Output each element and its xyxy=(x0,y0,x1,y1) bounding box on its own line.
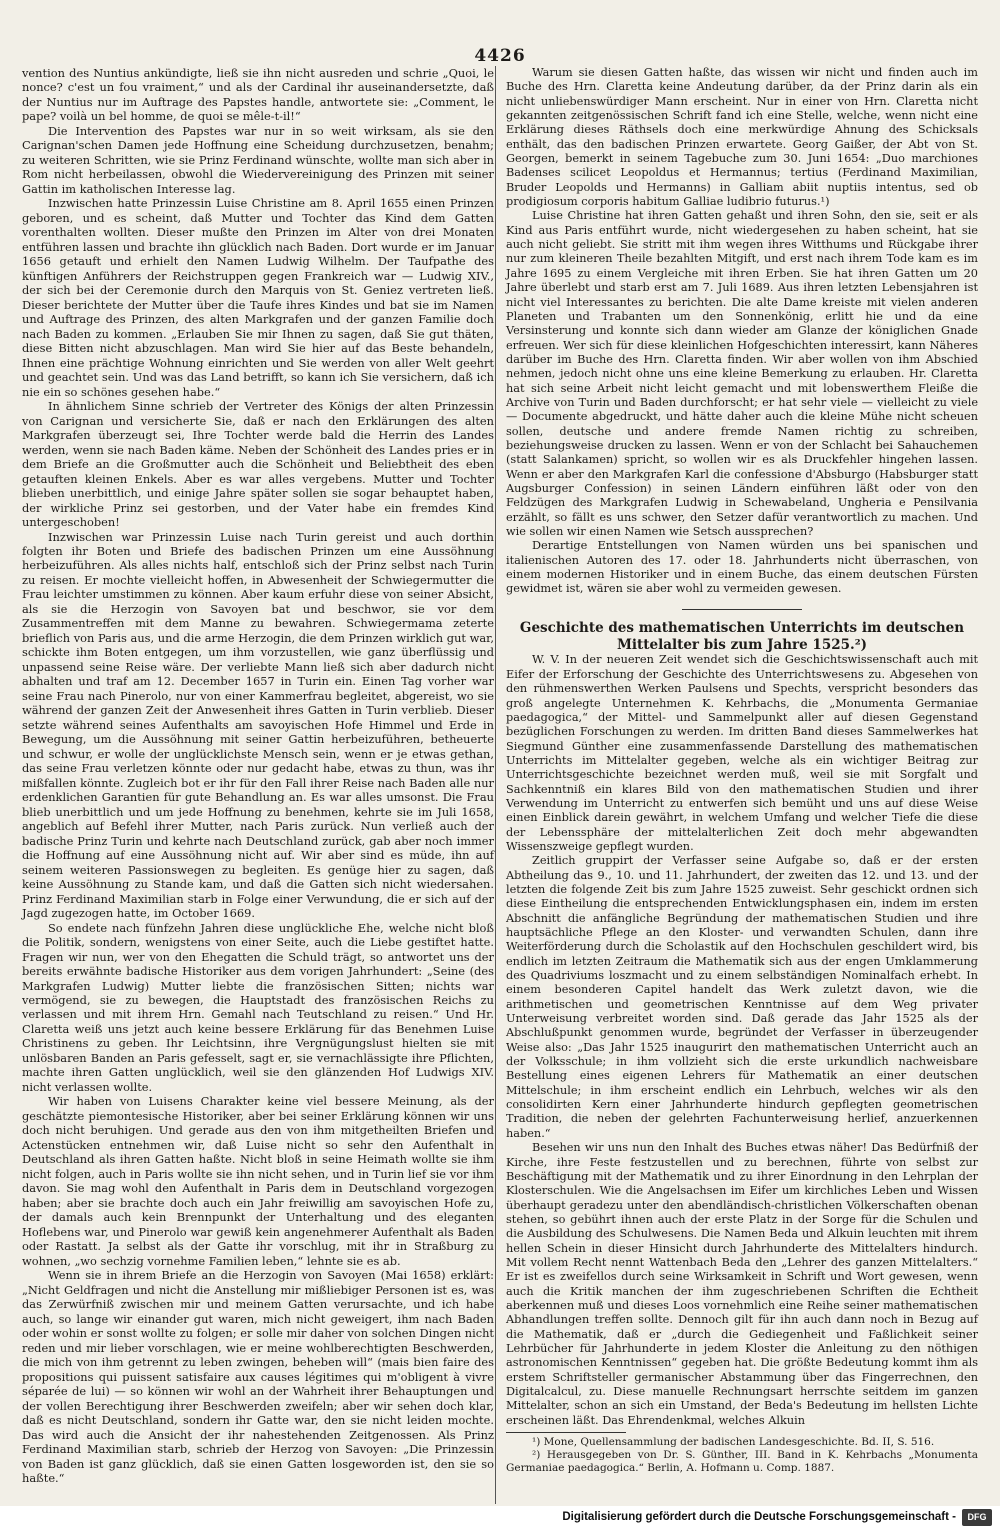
article-paragraph-3: Besehen wir uns nun den Inhalt des Buches etwas näher! Das Bedürfniß der Kirche, ihre Feste festzustellen und zu berechnen, führte von selbst zur Beschäftigung mit der Mathematik und zu ihrer Einordnung in den Lehrplan der Klosterschulen. Wie die Angelsachsen im Eifer um kirchliches Leben und Wissen überhaupt geradezu unter den abendländisch-christlichen Völkerschaften obenan stehen, so gebührt ihnen auch der erste Platz in der Sorge für die Schulen und die Ausbildung des Schulwesens. Die Namen Beda und Alkuin leuchten mit ihrem hellen Schein in dieser Hinsicht durch Jahrhunderte des Mittelalters hindurch. Mit vollem Recht nennt Wattenbach Beda den „Lehrer des ganzen Mittelalters.“ Er ist es zweifellos durch seine Wirksamkeit in Schrift und Wort gewesen, wenn auch die Kritik manchen der ihm zugeschriebenen Schriften die Echtheit aberkennen muß und dieses Loos vornehmlich eine Reihe seiner mathematischen Abhandlungen treffen sollte. Dennoch gilt für ihn auch dann noch in Bezug auf die Mathematik, daß er „durch die Gediegenheit und Faßlichkeit seiner Lehrbücher für Jahrhunderte in jedem Kloster die Anleitung zu den nöthigen astronomischen Kenntnissen“ gegeben hat. Die größte Bedeutung kommt ihm als erstem Schriftsteller germanischer Abstammung über das Fingerrechnen, den Digitalcalcul, zu. Diese manuelle Rechnungsart herrschte seitdem im ganzen Mittelalter, schon an sich ein Umstand, der Beda's Bedeutung im hellsten Lichte erscheinen läßt. Das Ehrendenkmal, welches Alkuin xyxy=(506,1141,978,1427)
footer-credit: Digitalisierung gefördert durch die Deutsche Forschungsgemeinschaft - xyxy=(562,1511,956,1523)
right-paragraph-2: Luise Christine hat ihren Gatten gehaßt und ihren Sohn, den sie, seit er als Kind aus Paris entführt wurde, nicht wiedergesehen zu haben scheint, hat sie auch nicht geliebt. Sie stritt mit ihm wegen ihres Witthums und Rückgabe ihrer nur zum kleineren Theile bezahlten Mitgift, und erst nach ihrem Tode kam es im Jahre 1695 zu einem Vergleiche mit ihren Erben. Sie hat ihren Gatten um 20 Jahre überlebt und starb erst am 7. Juli 1689. Aus ihren letzten Lebensjahren ist nicht viel Interessantes zu berichten. Die alte Dame kreiste mit vielen anderen Planeten und Trabanten um den Sonnenkönig, erlitt hie und da eine Versinsterung und konnte sich dann wieder am Glanze der königlichen Gnade erfreuen. Wer sich für diese kleinlichen Hofgeschichten interessirt, kann Näheres darüber im Buche des Hrn. Claretta finden. Wir aber wollen von ihm Abschied nehmen, jedoch nicht ohne uns eine kleine Bemerkung zu erlauben. Hr. Claretta hat sich seine Arbeit nicht leicht gemacht und mit lobenswerthem Fleiße die Archive von Turin und Baden durchforscht; er hat sehr viele — vielleicht zu viele — Documente abgedruckt, und hätte daher auch die kleine Mühe nicht scheuen sollen, deutsche und andere fremde Namen richtig zu schreiben, beziehungsweise drucken zu lassen. Wenn er von der Schlacht bei Sahauchemen (statt Salankamen) spricht, so wollen wir es als Druckfehler hingehen lassen. Wenn er aber den Markgrafen Karl die confessione d'Absburgo (Habsburger statt Augsburger Confession) in seinen Ländern einführen läßt oder von den Feldzügen des Markgrafen Ludwig in Schewabeland, Ungheria e Pensilvania erzählt, so fällt es uns schwer, den Setzer dafür verantwortlich zu machen. Und wie sollen wir einen Namen wie Setsch aussprechen? xyxy=(506,209,978,538)
right-paragraph-3: Derartige Entstellungen von Namen würden uns bei spanischen und italienischen Autoren des 17. oder 18. Jahrhunderts nicht überraschen, von einem modernen Historiker und in einem Buche, das einem deutschen Fürsten gewidmet ist, wären sie aber wohl zu vermeiden gewesen. xyxy=(506,539,978,596)
column-divider xyxy=(495,66,496,1504)
footnote-rule xyxy=(506,1432,626,1433)
left-column xyxy=(22,66,494,1485)
article-paragraph-2: Zeitlich gruppirt der Verfasser seine Aufgabe so, daß er der ersten Abtheilung das 9., 10. und 11. Jahrhundert, der zweiten das 12. und 13. und der letzten die folgende Zeit bis zum Jahre 1525 zuweist. Sehr geschickt ordnen sich diese Eintheilung die entsprechenden Entwicklungsphasen ein, indem im ersten Abschnitt die anfängliche Begründung der mathematischen Studien und ihre hauptsächliche Pflege an den Kloster- und verwandten Schulen, dann ihre Weiterförderung durch die Scholastik auf den Hochschulen geschildert wird, bis endlich im letzten Zeitraum die Mathematik sich aus der engen Umklammerung des Quadriviums loszmacht und zu einem selbständigen Nominalfach erhebt. In einem besonderen Capitel handelt das Werk zuletzt davon, wie die arithmetischen und geometrischen Kenntnisse auf dem Weg privater Unterweisung verbreitet worden sind. Daß gerade das Jahr 1525 als der Abschlußpunkt genommen wurde, begründet der Verfasser in überzeugender Weise also: „Das Jahr 1525 inaugurirt den mathematischen Unterricht auch an der Volksschule; in ihm vollzieht sich die erste urkundlich nachweisbare Bestellung eines eigenen Lehrers für Mathematik an einer deutschen Mittelschule; in ihm erscheint endlich ein Lehrbuch, welches wir als den consolidirten Kern einer Jahrhunderte hindurch gepflegten geometrischen Tradition, die neben der gelehrten Fachunterweisung herlief, anzuerkennen haben.“ xyxy=(506,854,978,1140)
right-paragraph-1: Warum sie diesen Gatten haßte, das wissen wir nicht und finden auch im Buche des Hrn. Claretta keine Andeutung darüber, da der Prinz darin als ein nicht unliebenswürdiger Mann erscheint. Nur in einer von Hrn. Claretta nicht gekannten zeitgenössischen Schrift fand ich eine Stelle, welche, wenn nicht eine Erklärung dieses Räthsels doch eine merkwürdige Ahnung des Schicksals enthält, das den badischen Prinzen erwartete. Georg Gaißer, der Abt von St. Georgen, bemerkt in seinem Tagebuche zum 30. Juni 1654: „Duo marchiones Badenses scilicet Leopoldus et Hermannus; tertius (Ferdinand Maximilian, Bruder Leopolds und Hermanns) in Galliam abiit nuptiis intentus, sed ob prodigiosum corporis habitum Galliae ludibrio futurus.¹) xyxy=(506,66,978,209)
left-paragraph-8: Wenn sie in ihrem Briefe an die Herzogin von Savoyen (Mai 1658) erklärt: „Nicht Geldfragen und nicht die Anstellung mir mißliebiger Personen ist es, was das Zerwürfniß zwischen mir und meinem Gatten verursachte, und ich habe auch, so lange wir einander gut waren, mich nicht geweigert, ihm nach Baden oder wohin er sonst wollte zu folgen; er solle mir daher von solchen Dingen nicht reden und mir lieber vorschlagen, wie er meine wohlberechtigten Beschwerden, die mich von ihm getrennt zu leben zwingen, beheben will“ (mais bien faire des propositions qui puissent satisfaire aux causes légitimes qui m'obligent à vivre séparée de lui) — so können wir wohl an der Wahrheit ihrer Behauptungen und der vollen Berechtigung ihrer Beschwerden zweifeln; aber wir sehen doch klar, daß es nicht Deutschland, sondern ihr Gatte war, den sie nicht leiden mochte. Das wird auch die Ansicht der ihr nahestehenden Zeitgenossen. Als Prinz Ferdinand Maximilian starb, schrieb der Herzog von Savoyen: „Die Prinzessin von Baden ist ganz glücklich, daß sie einen Gatten losgeworden ist, den sie so haßte.“ xyxy=(22,1268,494,1485)
left-paragraph-1: vention des Nuntius ankündigte, ließ sie ihn nicht ausreden und schrie „Quoi, le nonce? c'est un fou vraiment,“ und als der Cardinal ihr auseinandersetzte, daß der Nuntius nur im Auftrage des Papstes handle, antwortete sie: „Comment, le pape? voilà un bel homme, de quoi se mêle-t-il!“ xyxy=(22,66,494,124)
footnote-2: ²) Herausgegeben von Dr. S. Günther, III. Band in K. Kehrbachs „Monumenta Germaniae paedagogica.“ Berlin, A. Hofmann u. Comp. 1887. xyxy=(506,1449,978,1475)
footnote-1: ¹) Mone, Quellensammlung der badischen Landesgeschichte. Bd. II, S. 516. xyxy=(532,1436,935,1449)
left-paragraph-6: So endete nach fünfzehn Jahren diese unglückliche Ehe, welche nicht bloß die Politik, sondern, wenigstens von einer Seite, auch die Liebe gestiftet hatte. Fragen wir nun, wer von den Ehegatten die Schuld trägt, so antwortet uns der bereits erwähnte badische Historiker aus dem vorigen Jahrhundert: „Seine (des Markgrafen Ludwig) Mutter liebte die französischen Sitten; nichts war vermögend, sie zu bewegen, die Hauptstadt des französischen Reichs zu verlassen und mit ihrem Hrn. Gemahl nach Teutschland zu reisen.“ Und Hr. Claretta weiß uns jetzt auch keine bessere Erklärung für das Benehmen Luise Christinens zu geben. Ihr Leichtsinn, ihre Vergnügungslust hielten sie mit unlösbaren Banden an Paris gefesselt, sagt er, sie vernachlässigte ihre Pflichten, machte ihren Gatten unglücklich, weil sie den glänzenden Hof Ludwigs XIV. nicht verlassen wollte. xyxy=(22,920,494,1094)
left-paragraph-5: Inzwischen war Prinzessin Luise nach Turin gereist und auch dorthin folgten ihr Boten und Briefe des badischen Prinzen um eine Aussöhnung herbeizuführen. Als alles nichts half, entschloß sich der Prinz selbst nach Turin zu reisen. Er mochte vielleicht hoffen, in Abwesenheit der Schwiegermutter die Frau leichter umstimmen zu können. Aber kaum erfuhr diese von seiner Absicht, als sie die Herzogin von Savoyen bat und beschwor, sie vor dem Zusammentreffen mit dem Manne zu bewahren. Schwiegermama zeterte brieflich von Paris aus, und die arme Herzogin, die dem Prinzen wirklich gut war, schickte ihm Boten entgegen, um ihm vorzustellen, wie ganz überflüssig und unpassend seine Reise wäre. Der verliebte Mann ließ sich aber dadurch nicht abhalten und traf am 12. December 1657 in Turin ein. Einen Tag vorher war seine Frau nach Pinerolo, nur von einer Kammerfrau begleitet, abgereist, wo sie während der ganzen Zeit der Anwesenheit ihres Gatten in Turin verblieb. Dieser setzte während seines Aufenthalts am savoyischen Hofe Himmel und Erde in Bewegung, um die Aussöhnung mit seiner Gattin herbeizuführen, betheuerte und schwur, er wolle der unglücklichste Mensch sein, wenn er je etwas gethan, das seine Frau verletzen könnte oder nur gedacht habe, etwas zu thun, was ihr mißfallen könnte. Zugleich bot er ihr für den Fall ihrer Reise nach Baden alle nur erdenklichen Garantien für gute Behandlung an. Es war alles umsonst. Die Frau blieb unerbittlich und um jede Hoffnung zu benehmen, kehrte sie im Juli 1658, angeblich auf Befehl ihrer Mutter, nach Paris zurück. Nun verließ auch der badische Prinz Turin und kehrte nach Deutschland zurück, gab aber noch immer die Hoffnung auf eine Aussöhnung nicht auf. Wir aber sind es müde, ihn auf seinem weiteren Passionswegen zu begleiten. Es genüge hier zu sagen, daß keine Aussöhnung zu Stande kam, und daß die Gatten sich nicht wiedersahen. Prinz Ferdinand Maximilian starb in Folge einer Verwundung, die er sich auf der Jagd zugezogen hatte, im October 1669. xyxy=(22,529,494,921)
right-column xyxy=(506,66,978,1475)
digitization-footer xyxy=(0,1506,1000,1530)
page-number: 4426 xyxy=(474,46,526,66)
left-paragraph-4: In ähnlichem Sinne schrieb der Vertreter des Königs der alten Prinzessin von Carignan und versicherte Sie, daß er nach den Erklärungen des alten Markgrafen überzeugt sei, Ihre Tochter werde bald die Herrin des Landes werden, wenn sie nach Baden käme. Neben der Schönheit des Landes pries er in dem Briefe an die Großmutter auch die Schönheit und Beliebtheit des eben getauften kleinen Enkels. Aber es war alles vergebens. Mutter und Tochter blieben unerbittlich, und einige Jahre später sollen sie sogar behauptet haben, der wirkliche Prinz sei gestorben, und der Vater habe ein fremdes Kind untergeschoben! xyxy=(22,399,494,530)
left-paragraph-2: Die Intervention des Papstes war nur in so weit wirksam, als sie den Carignan'schen Damen jede Hoffnung eine Scheidung durchzusetzen, benahm; zu weiteren Schritten, wie sie Prinz Ferdinand wünschte, wollte man sich aber in Rom nicht herbeilassen, obwohl die Wiedervereinigung des Prinzen mit seiner Gattin im katholischen Interesse lag. xyxy=(22,123,494,196)
article-title: Geschichte des mathematischen Unterrichts im deutschen Mittelalter bis zum Jahre 1525.²) xyxy=(519,619,965,653)
dfg-logo-icon: DFG xyxy=(962,1509,992,1526)
left-paragraph-3: Inzwischen hatte Prinzessin Luise Christine am 8. April 1655 einen Prinzen geboren, und es scheint, daß Mutter und Tochter das Kind dem Gatten vorenthalten wollten. Dieser mußte den Prinzen im Alter von drei Monaten entführen lassen und brachte ihn glücklich nach Baden. Dort wurde er im Januar 1656 getauft und erhielt den Namen Ludwig Wilhelm. Der Taufpathe des künftigen Anführers der Reichstruppen gegen Frankreich war — Ludwig XIV., der sich bei der Ceremonie durch den Marquis von St. Geniez vertreten ließ. Dieser berichtete der Mutter über die Taufe ihres Kindes und bat sie im Namen und Auftrage des Prinzen, des alten Markgrafen und der ganzen Familie doch nach Baden zu kommen. „Erlauben Sie mir Ihnen zu sagen, daß Sie gut thäten, diese Bitten nicht abzuschlagen. Man wird Sie hier auf das Beste behandeln, Ihnen eine prächtige Wohnung einrichten und Sie werden von aller Welt geehrt und geachtet sein. Und was das Land betrifft, so kann ich Sie versichern, daß ich nie ein so schönes gesehen habe.“ xyxy=(22,196,494,399)
left-paragraph-7: Wir haben von Luisens Charakter keine viel bessere Meinung, als der geschätzte piemontesische Historiker, aber bei seiner Erklärung können wir uns doch nicht beruhigen. Und gerade aus den von ihm mitgetheilten Briefen und Actenstücken entnehmen wir, daß Luise nicht so sehr den Aufenthalt in Deutschland als ihren Gatten haßte. Nicht bloß in seine Heimath wollte sie ihm nicht folgen, auch in Paris wollte sie ihn nicht sehen, und in Turin lief sie vor ihm davon. Sie mag wohl den Aufenthalt in Paris dem in Deutschland vorgezogen haben; aber sie brachte doch auch ein Jahr freiwillig am savoyischen Hofe zu, der damals auch kein Brennpunkt der Unterhaltung und des eleganten Hoflebens war, und Pinerolo war gewiß kein angenehmerer Aufenthalt als Baden oder Rastatt. Ja selbst als der Gatte ihr vorschlug, mit ihr in Straßburg zu wohnen, „wo sechzig vornehme Familien leben,“ lehnte sie es ab. xyxy=(22,1094,494,1268)
article-paragraph-1: W. V. In der neueren Zeit wendet sich die Geschichtswissenschaft auch mit Eifer der Erforschung der Geschichte des Unterrichtswesens zu. Abgesehen von den rühmenswerthen Werken Paulsens und Spechts, verspricht besonders das groß angelegte Unternehmen K. Kehrbachs, die „Monumenta Germaniae paedagogica,“ der Mittel- und Sammelpunkt aller auf diesen Gegenstand bezüglichen Forschungen zu werden. Im dritten Band dieses Sammelwerkes hat Siegmund Günther eine zusammenfassende Darstellung des mathematischen Unterrichts im Mittelalter gegeben, welche als ein wichtiger Beitrag zur Unterrichtsgeschichte bezeichnet werden muß, weil sie mit Sorgfalt und Sachkenntniß ein klares Bild von den mathematischen Studien und ihrer Verwendung im Unterricht zu entwerfen sich bemüht und uns auf diese Weise einen Einblick darein gewährt, in welchem Umfang und welcher Tiefe die diese der Lebenssphäre der mittelalterlichen Zeit doch mehr abgewandten Wissenszweige gepflegt wurden. xyxy=(506,653,978,853)
article-separator xyxy=(682,609,802,610)
